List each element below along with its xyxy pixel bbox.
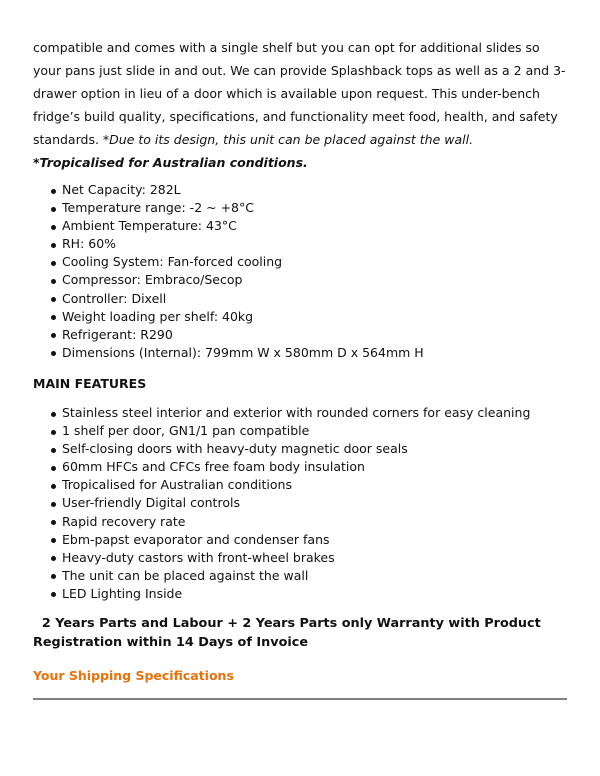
specs-list [50,181,424,362]
spec-item: Ambient Temperature: 43°C [50,217,424,235]
feature-item: Ebm-papst evaporator and condenser fans [50,531,530,549]
intro-bold-note: *Tropicalised for Australian conditions. [33,155,308,170]
main-features-heading: MAIN FEATURES [33,376,147,391]
feature-item: LED Lighting Inside [50,585,530,603]
feature-item: Tropicalised for Australian conditions [50,476,530,494]
spec-item: Weight loading per shelf: 40kg [50,308,424,326]
feature-item: User-friendly Digital controls [50,494,530,512]
feature-item: Rapid recovery rate [50,513,530,531]
intro-italic-note: *Due to its design, this unit can be placed against the wall. [102,132,474,147]
spec-item: Net Capacity: 282L [50,181,424,199]
spec-item: RH: 60% [50,235,424,253]
spec-item: Refrigerant: R290 [50,326,424,344]
feature-item: 60mm HFCs and CFCs free foam body insulation [50,458,530,476]
feature-item: Stainless steel interior and exterior with rounded corners for easy cleaning [50,404,530,422]
feature-item: Heavy-duty castors with front-wheel brakes [50,549,530,567]
feature-item: The unit can be placed against the wall [50,567,530,585]
spec-item: Cooling System: Fan-forced cooling [50,253,424,271]
spec-item: Compressor: Embraco/Secop [50,271,424,289]
feature-item: 1 shelf per door, GN1/1 pan compatible [50,422,530,440]
features-list [50,404,530,603]
spec-item: Controller: Dixell [50,290,424,308]
intro-paragraph [33,36,568,174]
warranty-statement: 2 Years Parts and Labour + 2 Years Parts only Warranty with Product Registration within 14 Days of Invoice [33,616,546,650]
intro-text: compatible and comes with a single shelf but you can opt for additional slides so your pans just slide in and out. We can provide Splashback tops as well as a 2 and 3-drawer option in lieu of a door which is available upon request. This under-bench fridge’s build quality, specifications, and functionality meet food, health, and safety standards. [33,40,566,147]
shipping-specifications-heading[interactable]: Your Shipping Specifications [33,668,234,683]
feature-item: Self-closing doors with heavy-duty magnetic door seals [50,440,530,458]
section-divider [33,698,567,700]
spec-item: Temperature range: -2 ~ +8°C [50,199,424,217]
spec-item: Dimensions (Internal): 799mm W x 580mm D x 564mm H [50,344,424,362]
